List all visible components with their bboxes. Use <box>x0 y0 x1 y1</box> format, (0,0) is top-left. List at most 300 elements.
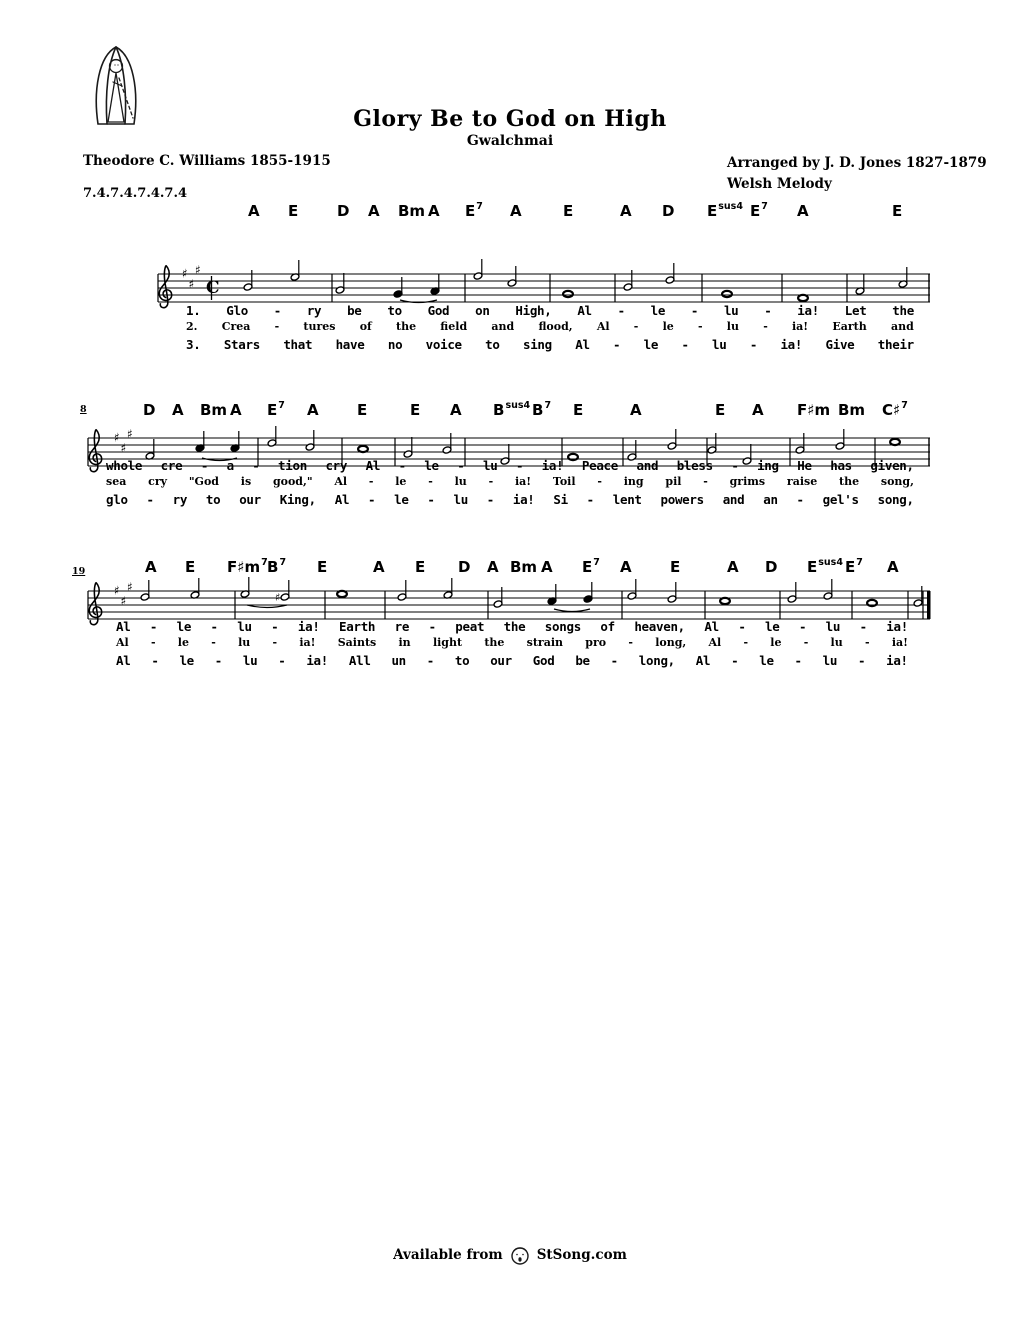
lyric-syllable: Let <box>844 303 867 318</box>
lyric-syllable: ing <box>757 458 779 473</box>
lyric-syllable: lu <box>454 475 467 488</box>
lyric-syllable: lu <box>726 320 739 333</box>
chord-symbol: E <box>288 202 299 220</box>
lyric-syllable: the <box>892 303 914 318</box>
lyric-syllable: - <box>427 492 435 507</box>
lyric-syllable: of <box>600 619 615 634</box>
lyric-syllable: Saints <box>337 636 377 649</box>
lyric-syllable: le <box>770 636 782 649</box>
lyric-syllable: 3. <box>186 337 201 352</box>
lyric-syllable: Give <box>825 337 855 352</box>
whole-note-icon <box>890 439 900 445</box>
lyric-syllable: - <box>252 458 260 473</box>
chord-symbol: A <box>487 558 499 576</box>
lyric-syllable: - <box>859 619 867 634</box>
music-system-2 <box>0 395 1020 565</box>
lyric-syllable: light <box>432 636 463 649</box>
lyric-syllable: lu <box>712 337 727 352</box>
chord-symbol: $E^7$ <box>845 557 863 576</box>
half-note-icon <box>787 582 797 603</box>
half-note-icon <box>442 433 452 454</box>
lyric-syllable: gel's <box>822 492 859 507</box>
lyric-syllable: long, <box>638 653 675 668</box>
lyric-syllable: Al <box>334 475 348 488</box>
lyric-syllable: songs <box>544 619 581 634</box>
half-note-icon <box>507 266 517 287</box>
author-credit: Theodore C. Williams 1855-1915 <box>83 153 331 169</box>
chord-symbol: A <box>248 202 260 220</box>
measure-number: 8 <box>80 404 87 415</box>
chord-symbol: A <box>887 558 899 576</box>
lyric-syllable: raise <box>786 475 818 488</box>
lyric-line-verse-2 <box>106 475 914 488</box>
lyric-syllable: Earth <box>339 619 376 634</box>
lyric-syllable: - <box>610 653 618 668</box>
quarter-note-icon <box>547 584 557 605</box>
music-staff <box>80 422 934 482</box>
lyric-syllable: - <box>146 492 154 507</box>
lyric-syllable: Al <box>695 653 711 668</box>
lyric-syllable: cre <box>160 458 183 473</box>
half-note-icon <box>855 274 865 295</box>
lyric-syllable: be <box>347 303 362 318</box>
lyric-syllable: no <box>387 337 403 352</box>
chord-symbol: A <box>630 401 642 419</box>
lyric-syllable: song, <box>880 475 914 488</box>
lyric-syllable: ia! <box>297 619 320 634</box>
lyric-syllable: lu <box>830 636 843 649</box>
lyric-syllable: - <box>368 492 376 507</box>
lyric-syllable: lu <box>238 636 251 649</box>
chord-symbol: E <box>892 202 903 220</box>
treble-clef-icon <box>159 265 171 307</box>
lyric-syllable: voice <box>425 337 462 352</box>
lyric-syllable: King, <box>279 492 316 507</box>
lyric-syllable: lu <box>237 619 252 634</box>
lyric-syllable: the <box>396 320 417 333</box>
lyric-syllable: - <box>794 653 802 668</box>
lyric-syllable: le <box>662 320 674 333</box>
lyric-syllable: whole <box>106 458 143 473</box>
lyric-syllable: - <box>200 458 209 473</box>
lyric-syllable: ia! <box>306 653 328 668</box>
chord-symbol: D <box>458 558 471 576</box>
whole-note-icon <box>867 600 877 606</box>
lyric-syllable: pil <box>665 475 682 488</box>
lyric-syllable: Stars <box>223 337 260 352</box>
music-system-3 <box>0 552 1020 722</box>
lyric-syllable: - <box>731 653 739 668</box>
accidental-sharp-icon: ♯ <box>275 591 281 604</box>
lyric-syllable: - <box>368 475 374 488</box>
lyric-syllable: le <box>176 619 192 634</box>
lyric-syllable: and <box>722 492 745 507</box>
lyric-syllable: field <box>440 320 468 333</box>
half-note-icon <box>898 267 908 288</box>
lyric-syllable: lu <box>822 653 838 668</box>
lyric-line-verse-3 <box>186 337 914 352</box>
arranger-line: Arranged by J. D. Jones 1827-1879 <box>727 155 987 171</box>
lyric-line-verse-1 <box>186 303 914 318</box>
lyric-syllable: a <box>226 458 234 473</box>
key-signature-sharp-icon: ♯ <box>120 441 127 455</box>
lyric-syllable: good," <box>272 475 313 488</box>
lyric-syllable: cry <box>325 458 348 473</box>
lyric-syllable: lu <box>453 492 468 507</box>
lyric-syllable: ry <box>306 303 322 318</box>
lyric-syllable: on <box>475 303 490 318</box>
chord-symbol: $B^7$ <box>267 557 287 576</box>
lyric-syllable: has <box>830 458 852 473</box>
whole-note-icon <box>563 291 573 297</box>
lyric-syllable: - <box>613 337 621 352</box>
lyric-syllable: tion <box>278 458 307 473</box>
lyric-syllable: the <box>503 619 526 634</box>
quarter-note-icon <box>583 582 593 603</box>
lyric-syllable: - <box>271 619 279 634</box>
lyric-syllable: strain <box>526 636 564 649</box>
lyric-syllable: He <box>797 458 812 473</box>
half-note-icon <box>267 426 277 447</box>
half-note-icon <box>823 579 833 600</box>
half-note-icon <box>305 430 315 451</box>
lyric-syllable: to <box>205 492 221 507</box>
half-note-icon <box>473 259 483 280</box>
chord-symbol: E <box>185 558 196 576</box>
chord-symbol: A <box>510 202 522 220</box>
half-note-icon <box>667 582 677 603</box>
chord-symbol: $E^7$ <box>267 400 285 419</box>
lyric-syllable: given, <box>870 458 914 473</box>
lyric-syllable: ing <box>623 475 644 488</box>
lyric-syllable: have <box>335 337 365 352</box>
arranger-credit <box>727 153 987 195</box>
treble-clef-icon <box>89 582 101 624</box>
footer-text: Available from <box>393 1247 503 1263</box>
lyric-syllable: - <box>214 653 222 668</box>
lyric-syllable: of <box>359 320 372 333</box>
whole-note-icon <box>722 291 732 297</box>
chord-symbol: A <box>145 558 157 576</box>
lyric-syllable: in <box>398 636 411 649</box>
lyric-syllable: to <box>485 337 500 352</box>
chord-symbol: $B^{sus4}$ <box>493 400 531 419</box>
lyric-syllable: - <box>864 636 870 649</box>
lyric-syllable: - <box>210 619 218 634</box>
lyric-syllable: Al <box>575 337 590 352</box>
lyric-syllable: - <box>738 619 746 634</box>
lyric-syllable: - <box>731 458 739 473</box>
lyric-syllable: tures <box>303 320 336 333</box>
chord-symbol: $E^7$ <box>465 201 483 220</box>
chord-symbol: E <box>573 401 584 419</box>
chord-symbol: F♯m <box>797 401 831 419</box>
lyric-syllable: Al <box>116 653 131 668</box>
tie-slur <box>554 609 590 612</box>
lyric-line-verse-3 <box>116 653 908 668</box>
lyric-syllable: ia! <box>891 636 908 649</box>
lyric-syllable: ia! <box>792 320 809 333</box>
key-signature-sharp-icon: ♯ <box>114 430 120 445</box>
lyric-syllable: bless <box>676 458 713 473</box>
chord-symbol: A <box>230 401 242 419</box>
quarter-note-icon <box>230 431 240 452</box>
chord-symbol: Bm <box>510 558 538 576</box>
chord-symbol: D <box>143 401 156 419</box>
lyric-syllable: Al <box>577 303 592 318</box>
page-title: Glory Be to God on High <box>353 106 667 132</box>
lyric-syllable: le <box>394 492 409 507</box>
lyric-syllable: the <box>484 636 505 649</box>
key-signature-sharp-icon: ♯ <box>195 263 201 277</box>
whole-note-icon <box>337 591 347 597</box>
key-signature-sharp-icon: ♯ <box>188 277 195 291</box>
lyric-syllable: 1. <box>186 303 201 318</box>
lyric-syllable: grims <box>729 475 766 488</box>
chord-symbol: $F♯m^7$ <box>227 557 268 576</box>
chord-symbol: A <box>368 202 380 220</box>
lyric-syllable: - <box>763 320 768 333</box>
half-note-icon <box>403 437 413 458</box>
lyric-syllable: cry <box>148 475 168 488</box>
lyric-syllable: - <box>628 636 633 649</box>
lyric-syllable: sing <box>522 337 552 352</box>
lyric-syllable: - <box>211 636 216 649</box>
whole-note-icon <box>798 295 808 301</box>
lyric-syllable: - <box>703 475 708 488</box>
lyric-syllable: - <box>150 636 156 649</box>
lyric-syllable: - <box>803 636 809 649</box>
footer <box>0 1243 1020 1267</box>
lyric-syllable: - <box>617 303 625 318</box>
lyric-syllable: our <box>239 492 261 507</box>
chord-symbol: E <box>357 401 368 419</box>
lyric-syllable: - <box>764 303 772 318</box>
melody-line: Welsh Melody <box>727 176 832 192</box>
lyric-syllable: re <box>394 619 410 634</box>
lyric-line-verse-1 <box>116 619 908 634</box>
lyric-syllable: long, <box>655 636 687 649</box>
lyric-syllable: lu <box>825 619 841 634</box>
lyric-syllable: - <box>428 619 436 634</box>
key-signature-sharp-icon: ♯ <box>120 594 127 608</box>
lyric-syllable: ia! <box>512 492 535 507</box>
lyric-syllable: - <box>798 619 807 634</box>
lyric-syllable: peat <box>455 619 485 634</box>
chord-symbol: Bm <box>398 202 426 220</box>
chord-symbol: Bm <box>200 401 228 419</box>
meter-notation: 7.4.7.4.7.4.7.4 <box>83 186 188 201</box>
lyric-syllable: le <box>395 475 407 488</box>
lyric-syllable: lu <box>483 458 498 473</box>
lyric-syllable: - <box>278 653 286 668</box>
chord-symbol: A <box>797 202 809 220</box>
lyric-syllable: le <box>765 619 780 634</box>
half-note-icon <box>835 429 845 450</box>
chord-symbol: A <box>307 401 319 419</box>
lyric-syllable: - <box>857 653 866 668</box>
lyric-syllable: powers <box>660 492 704 507</box>
chord-symbol: D <box>765 558 778 576</box>
lyric-syllable: song, <box>877 492 914 507</box>
chord-symbol: $E^{sus4}$ <box>807 557 843 576</box>
lyric-syllable: ia! <box>797 303 819 318</box>
half-note-icon <box>145 439 155 460</box>
lyric-syllable: sea <box>106 475 127 488</box>
lyric-syllable: High, <box>515 303 552 318</box>
chord-symbol: A <box>752 401 764 419</box>
half-note-icon <box>627 579 637 600</box>
half-note-icon <box>275 580 290 604</box>
lyric-syllable: - <box>586 492 594 507</box>
lyric-syllable: an <box>763 492 778 507</box>
lyric-syllable: Glo <box>226 303 248 318</box>
lyric-syllable: and <box>890 320 914 333</box>
lyric-syllable: All <box>348 653 371 668</box>
lyric-syllable: pro <box>585 636 607 649</box>
whole-note-icon <box>720 598 730 604</box>
lyric-syllable: ia! <box>299 636 316 649</box>
lyric-syllable: heaven, <box>634 619 685 634</box>
lyric-syllable: Al <box>708 636 722 649</box>
lyric-syllable: that <box>283 337 313 352</box>
chord-symbol: $E^{sus4}$ <box>707 201 743 220</box>
chord-symbol: D <box>337 202 350 220</box>
chord-symbol: A <box>450 401 462 419</box>
chord-symbol: E <box>415 558 426 576</box>
chord-symbol: E <box>410 401 421 419</box>
lyric-syllable: flood, <box>538 320 573 333</box>
lyric-syllable: le <box>650 303 666 318</box>
lyric-syllable: their <box>877 337 914 352</box>
lyric-syllable: le <box>643 337 659 352</box>
chord-symbol: E <box>670 558 681 576</box>
chord-symbol: C♯$^7$ <box>882 400 908 419</box>
chord-symbol: A <box>727 558 739 576</box>
chord-symbol: A <box>620 202 632 220</box>
lyric-syllable: - <box>428 475 433 488</box>
chord-symbol: A <box>428 202 440 220</box>
key-signature-sharp-icon: ♯ <box>114 583 120 598</box>
lyric-syllable: ia! <box>514 475 532 488</box>
lyric-syllable: le <box>424 458 439 473</box>
chord-symbol: A <box>373 558 385 576</box>
lyric-syllable: God <box>427 303 450 318</box>
chord-symbol: E <box>317 558 328 576</box>
lyric-line-verse-3 <box>106 492 914 507</box>
lyric-syllable: - <box>274 320 280 333</box>
treble-clef-icon <box>89 429 101 471</box>
lyric-syllable: Al <box>116 619 131 634</box>
lyric-syllable: - <box>486 492 494 507</box>
chord-symbol: $E^7$ <box>582 557 600 576</box>
chord-symbol: E <box>715 401 726 419</box>
chord-symbol: D <box>662 202 675 220</box>
lyric-syllable: - <box>457 458 465 473</box>
lyric-syllable: - <box>515 458 524 473</box>
lyric-syllable: - <box>151 653 159 668</box>
lyric-syllable: to <box>454 653 470 668</box>
key-signature-sharp-icon: ♯ <box>127 580 133 594</box>
lyric-syllable: le <box>177 636 189 649</box>
lyric-syllable: and <box>636 458 659 473</box>
lyric-syllable: Earth <box>832 320 867 333</box>
lyric-syllable: - <box>398 458 406 473</box>
lyric-line-verse-1 <box>106 458 914 473</box>
lyric-syllable: - <box>149 619 158 634</box>
whole-note-icon <box>358 446 368 452</box>
lyric-syllable: - <box>743 636 749 649</box>
quarter-note-icon <box>195 431 205 452</box>
lyric-syllable: lu <box>723 303 739 318</box>
lyric-syllable: Peace <box>581 458 619 473</box>
lyric-syllable: - <box>597 475 602 488</box>
music-system-1 <box>0 196 1020 366</box>
lyric-syllable: - <box>690 303 699 318</box>
lyric-line-verse-2 <box>186 320 914 333</box>
lyric-syllable: le <box>759 653 774 668</box>
tune-name: Gwalchmai <box>466 133 554 149</box>
chord-symbol: $B^7$ <box>532 400 552 419</box>
quarter-note-icon <box>430 274 440 295</box>
lyric-line-verse-2 <box>116 636 908 649</box>
lyric-syllable: - <box>272 636 278 649</box>
measure-number: 19 <box>72 566 86 577</box>
stsong-logo-icon <box>510 1243 530 1267</box>
lyric-syllable: and <box>491 320 515 333</box>
lyric-syllable: the <box>839 475 860 488</box>
lyric-syllable: Al <box>596 320 610 333</box>
half-note-icon <box>290 260 300 281</box>
lyric-syllable: to <box>387 303 402 318</box>
lyric-syllable: Al <box>365 458 381 473</box>
key-signature-sharp-icon: ♯ <box>182 266 188 281</box>
half-note-icon <box>913 586 923 607</box>
lyric-syllable: un <box>391 653 406 668</box>
lyric-syllable: Al <box>116 636 129 649</box>
chord-symbol: A <box>172 401 184 419</box>
lyric-syllable: God <box>532 653 555 668</box>
lyric-syllable: is <box>240 475 252 488</box>
lyric-syllable: le <box>179 653 194 668</box>
chord-symbol: Bm <box>838 401 866 419</box>
chord-symbol: A <box>541 558 553 576</box>
lyric-syllable: glo <box>106 492 128 507</box>
lyric-syllable: lu <box>242 653 258 668</box>
chord-symbol: A <box>620 558 632 576</box>
lyric-syllable: - <box>698 320 703 333</box>
chord-symbol: $E^7$ <box>750 201 768 220</box>
lyric-syllable: Toil <box>552 475 576 488</box>
lyric-syllable: ry <box>172 492 188 507</box>
lyric-syllable: - <box>426 653 434 668</box>
lyric-syllable: 2. <box>186 320 198 333</box>
half-note-icon <box>335 273 345 294</box>
key-signature-sharp-icon: ♯ <box>127 427 133 441</box>
half-note-icon <box>240 577 250 598</box>
lyric-syllable: Si <box>553 492 568 507</box>
cut-time-icon: C <box>206 278 220 298</box>
lyric-syllable: ia! <box>780 337 803 352</box>
lyric-syllable: ia! <box>886 653 908 668</box>
lyric-syllable: - <box>633 320 639 333</box>
half-note-icon <box>190 578 200 599</box>
chord-symbol: E <box>563 202 574 220</box>
half-note-icon <box>667 429 677 450</box>
lyric-syllable: - <box>488 475 494 488</box>
half-note-icon <box>795 433 805 454</box>
lyric-syllable: lent <box>612 492 642 507</box>
